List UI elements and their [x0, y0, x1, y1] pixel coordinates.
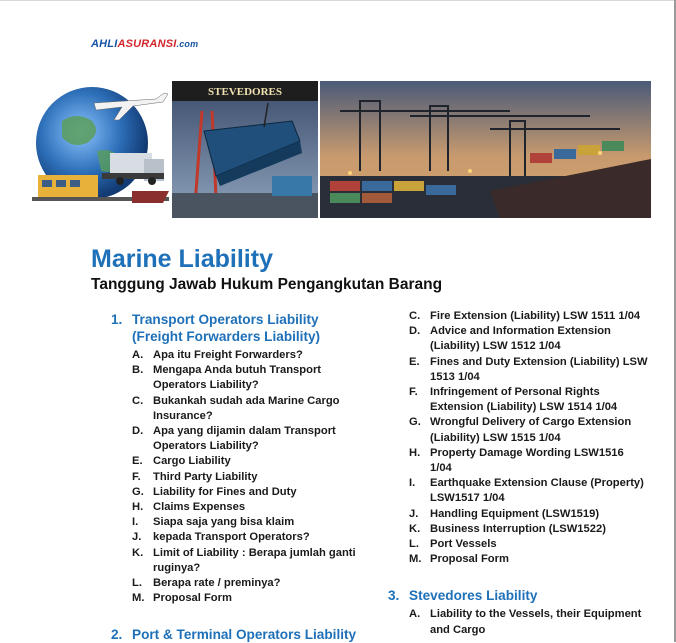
toc-item[interactable]: [409, 552, 648, 567]
banner-stevedores-image: [172, 81, 318, 218]
item-letter: L.: [409, 538, 419, 551]
item-text: Earthquake Extension Clause (Property) LSW1517 1/04: [430, 477, 644, 505]
item-letter: G.: [409, 416, 421, 429]
toc-item[interactable]: [132, 546, 361, 576]
banner-transport-globe-image: [32, 81, 169, 218]
item-text: Apa yang dijamin dalam Transport Operators Liability?: [153, 425, 336, 453]
item-letter: H.: [409, 446, 421, 459]
page-title: Marine Liability: [91, 245, 273, 273]
section-title: Transport Operators Liability (Freight Forwarders Liability): [132, 312, 321, 344]
item-letter: K.: [409, 522, 421, 535]
banner-container-port-image: [320, 81, 651, 218]
item-letter: H.: [132, 501, 144, 514]
section-heading-transport-operators[interactable]: [111, 311, 361, 345]
toc-item[interactable]: [409, 507, 648, 522]
ahliasuransi-logo[interactable]: [91, 38, 198, 50]
item-letter: J.: [409, 507, 419, 520]
section-items-list-continued: [409, 309, 648, 567]
item-text: Wrongful Delivery of Cargo Extension (Liability) LSW 1515 1/04: [430, 416, 632, 444]
section-heading-stevedores-liability[interactable]: [388, 587, 648, 604]
item-text: Proposal Form: [153, 592, 232, 605]
item-text: Mengapa Anda butuh Transport Operators Liability?: [153, 364, 322, 392]
item-text: Business Interruption (LSW1522): [430, 522, 606, 535]
item-letter: J.: [132, 531, 142, 544]
stevedores-label: STEVEDORES: [208, 86, 282, 98]
section-items-list: [409, 607, 648, 637]
item-letter: C.: [132, 394, 144, 407]
toc-item[interactable]: [132, 454, 361, 469]
toc-item[interactable]: [132, 591, 361, 606]
section-title: Port & Terminal Operators Liability: [132, 627, 357, 643]
item-text: Berapa rate / preminya?: [153, 577, 281, 590]
section-title: Stevedores Liability: [409, 588, 538, 604]
toc-item[interactable]: [409, 476, 648, 506]
item-letter: E.: [132, 455, 143, 468]
toc-item[interactable]: [132, 348, 361, 363]
toc-item[interactable]: [409, 415, 648, 445]
toc-item[interactable]: [132, 515, 361, 530]
toc-item[interactable]: [132, 394, 361, 424]
item-letter: M.: [409, 553, 422, 566]
item-text: Siapa saja yang bisa klaim: [153, 516, 295, 529]
item-text: Fines and Duty Extension (Liability) LSW 1513 1/04: [430, 355, 648, 383]
item-letter: I.: [132, 516, 139, 529]
logo-part-com: .com: [176, 39, 199, 49]
item-text: Liability to the Vessels, their Equipment and Cargo: [430, 608, 642, 636]
item-letter: A.: [409, 608, 421, 621]
toc-item[interactable]: [409, 522, 648, 537]
toc-right-column: [388, 309, 648, 638]
logo-part-asuransi: ASURANSI: [117, 38, 177, 50]
section-heading-port-terminal-operators[interactable]: [111, 626, 361, 643]
toc-item[interactable]: [132, 500, 361, 515]
page-subtitle: Tanggung Jawab Hukum Pengangkutan Barang: [91, 276, 443, 293]
item-text: Handling Equipment (LSW1519): [430, 507, 600, 520]
toc-item[interactable]: [132, 470, 361, 485]
item-letter: M.: [132, 592, 145, 605]
toc-item[interactable]: [409, 446, 648, 476]
item-letter: B.: [132, 364, 144, 377]
section-items-list: [132, 348, 361, 606]
item-text: Advice and Information Extension (Liability) LSW 1512 1/04: [430, 325, 611, 353]
toc-item[interactable]: [409, 355, 648, 385]
item-letter: G.: [132, 485, 144, 498]
item-text: Port Vessels: [430, 538, 497, 551]
toc-item[interactable]: [132, 485, 361, 500]
item-text: Apa itu Freight Forwarders?: [153, 349, 303, 361]
item-letter: C.: [409, 310, 421, 322]
section-number: 2.: [111, 627, 123, 643]
item-text: Third Party Liability: [153, 470, 258, 483]
item-text: Claims Expenses: [153, 501, 246, 514]
item-text: Liability for Fines and Duty: [153, 485, 297, 498]
toc-item[interactable]: [132, 424, 361, 454]
logo-part-ahli: AHLI: [91, 38, 118, 50]
item-text: Infringement of Personal Rights Extension (Liability) LSW 1514 1/04: [430, 386, 618, 414]
item-letter: A.: [132, 349, 144, 361]
item-letter: D.: [409, 325, 421, 338]
toc-item[interactable]: [409, 537, 648, 552]
toc-item[interactable]: [132, 530, 361, 545]
item-text: Cargo Liability: [153, 455, 231, 468]
section-number: 1.: [111, 312, 123, 327]
toc-item[interactable]: [409, 324, 648, 354]
item-letter: F.: [132, 470, 141, 483]
toc-item[interactable]: [132, 363, 361, 393]
item-letter: E.: [409, 355, 420, 368]
item-letter: D.: [132, 425, 144, 438]
toc-left-column: [111, 311, 361, 643]
item-text: Limit of Liability : Berapa jumlah ganti ruginya?: [153, 546, 356, 574]
toc-item[interactable]: [409, 607, 648, 637]
item-letter: K.: [132, 546, 144, 559]
item-letter: I.: [409, 477, 416, 490]
item-text: Fire Extension (Liability) LSW 1511 1/04: [430, 310, 641, 322]
item-text: Property Damage Wording LSW1516 1/04: [430, 446, 624, 475]
item-text: Bukankah sudah ada Marine Cargo Insurance?: [153, 394, 340, 422]
toc-item[interactable]: [409, 385, 648, 415]
item-text: Proposal Form: [430, 553, 509, 566]
item-letter: L.: [132, 577, 142, 590]
item-text: kepada Transport Operators?: [153, 531, 310, 544]
toc-item[interactable]: [409, 309, 648, 324]
toc-item[interactable]: [132, 576, 361, 591]
page-top-border: [0, 0, 676, 1]
item-letter: F.: [409, 386, 418, 399]
section-number: 3.: [388, 588, 400, 604]
